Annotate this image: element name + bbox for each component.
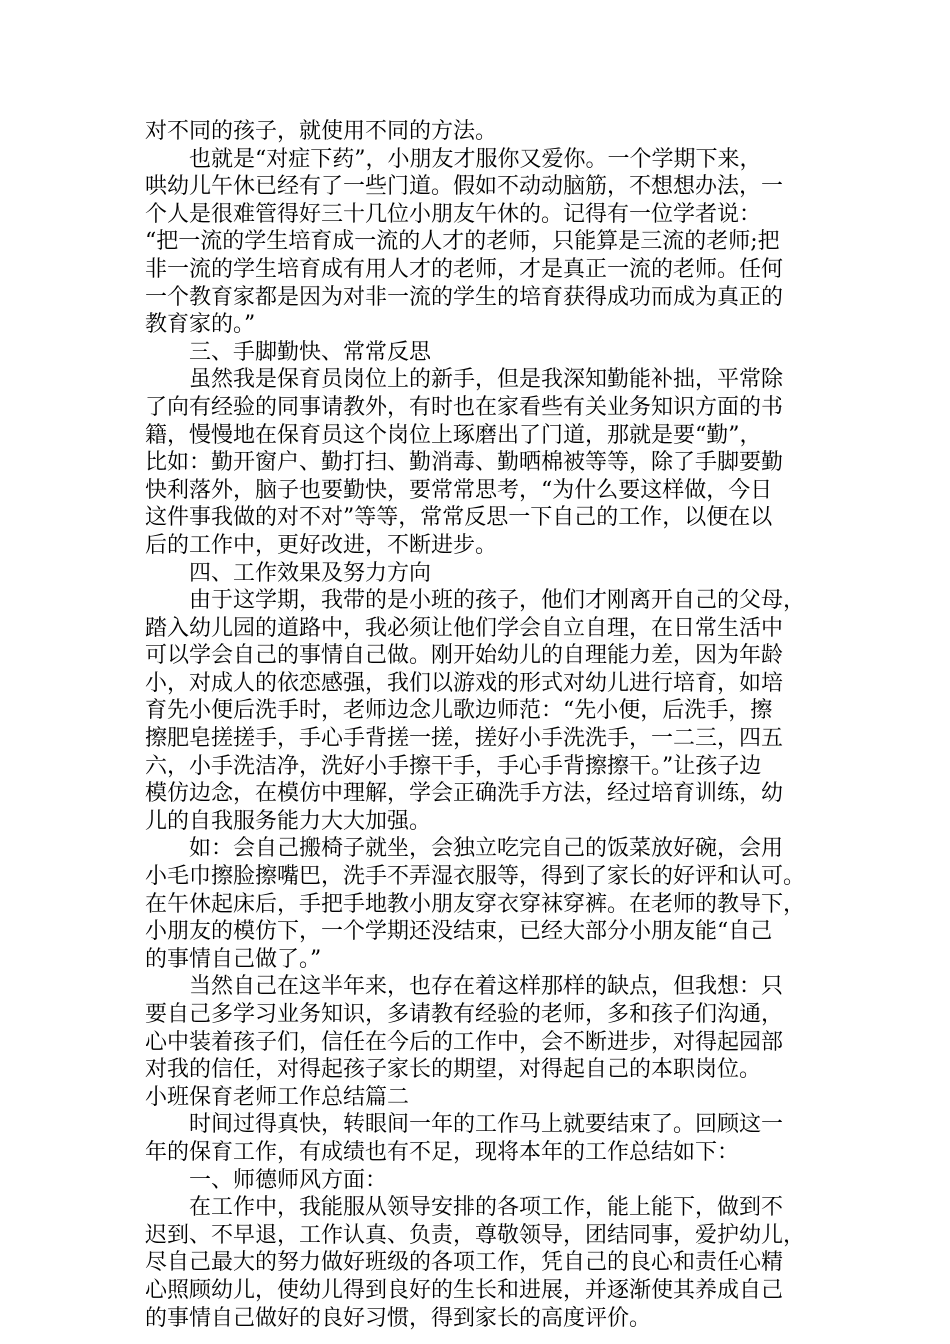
text-line: 这件事我做的对不对”等等，常常反思一下自己的工作，以便在以 [145, 505, 773, 531]
text-line: 小班保育老师工作总结篇二 [145, 1084, 410, 1110]
text-line: 小朋友的模仿下，一个学期还没结束，已经大部分小朋友能“自己 [145, 919, 773, 945]
document-body [145, 118, 805, 1332]
text-line: 可以学会自己的事情自己做。刚开始幼儿的自理能力差，因为年龄 [145, 643, 784, 669]
text-line: 对不同的孩子，就使用不同的方法。 [145, 119, 498, 144]
text-line: 的事情自己做好的良好习惯，得到家长的高度评价。 [145, 1305, 652, 1331]
text-line: 一个教育家都是因为对非一流的学生的培育获得成功而成为真正的 [145, 284, 784, 310]
text-line: 对我的信任，对得起孩子家长的期望，对得起自己的本职岗位。 [145, 1057, 762, 1083]
text-line: 尽自己最大的努力做好班级的各项工作，凭自己的良心和责任心精 [145, 1250, 784, 1276]
text-line: 如：会自己搬椅子就坐，会独立吃完自己的饭菜放好碗，会用 [189, 836, 784, 862]
text-line: 教育家的。” [145, 312, 256, 338]
text-line: 在工作中，我能服从领导安排的各项工作，能上能下，做到不 [189, 1195, 784, 1221]
text-line: 模仿边念，在模仿中理解，学会正确洗手方法，经过培育训练，幼 [145, 781, 784, 807]
text-line: 哄幼儿午休已经有了一些门道。假如不动动脑筋，不想想办法，一 [145, 174, 784, 200]
text-line: 比如：勤开窗户、勤打扫、勤消毒、勤晒棉被等等，除了手脚要勤 [145, 450, 784, 476]
text-line: 四、工作效果及努力方向 [189, 560, 432, 586]
text-line: 小毛巾擦脸擦嘴巴，洗手不弄湿衣服等，得到了家长的好评和认可。 [145, 864, 806, 890]
text-line: 由于这学期，我带的是小班的孩子，他们才刚离开自己的父母， [189, 588, 806, 614]
text-line: 当然自己在这半年来，也存在着这样那样的缺点，但我想：只 [189, 974, 784, 1000]
text-line: 个人是很难管得好三十几位小朋友午休的。记得有一位学者说： [145, 201, 762, 227]
text-line: 三、手脚勤快、常常反思 [189, 339, 432, 365]
text-line: 了向有经验的同事请教外，有时也在家看些有关业务知识方面的书 [145, 394, 784, 420]
text-line: 儿的自我服务能力大大加强。 [145, 808, 432, 834]
text-line: 要自己多学习业务知识，多请教有经验的老师，多和孩子们沟通， [145, 1002, 784, 1027]
text-line: 的事情自己做了。” [145, 946, 322, 972]
text-line: 也就是“对症下药”，小朋友才服你又爱你。一个学期下来， [189, 146, 762, 172]
text-line: 心中装着孩子们，信任在今后的工作中，会不断进步，对得起园部 [145, 1029, 784, 1055]
text-line: 后的工作中，更好改进，不断进步。 [145, 532, 498, 558]
text-line: 小，对成人的依恋感强，我们以游戏的形式对幼儿进行培育，如培 [145, 670, 784, 696]
text-line: “把一流的学生培育成一流的人才的老师，只能算是三流的老师;把 [145, 229, 780, 255]
text-line: 一、师德师风方面： [189, 1167, 388, 1193]
text-line: 迟到、不早退，工作认真、负责，尊敬领导，团结同事，爱护幼儿， [145, 1222, 806, 1248]
text-line: 育先小便后洗手时，老师边念儿歌边师范：“先小便，后洗手，擦 [145, 698, 773, 724]
text-line: 踏入幼儿园的道路中，我必须让他们学会自立自理，在日常生活中 [145, 615, 784, 641]
text-line: 擦肥皂搓搓手，手心手背搓一搓，搓好小手洗洗手，一二三，四五 [145, 726, 784, 752]
text-line: 六，小手洗洁净，洗好小手擦干手，手心手背擦擦干。”让孩子边 [145, 753, 762, 779]
text-line: 年的保育工作，有成绩也有不足，现将本年的工作总结如下： [145, 1139, 740, 1165]
text-line: 快利落外，脑子也要勤快，要常常思考，“为什么要这样做，今日 [145, 477, 773, 503]
text-line: 心照顾幼儿，使幼儿得到良好的生长和进展，并逐渐使其养成自己 [145, 1277, 784, 1303]
text-line: 籍，慢慢地在保育员这个岗位上琢磨出了门道，那就是要“勤”， [145, 422, 762, 448]
text-line: 虽然我是保育员岗位上的新手，但是我深知勤能补拙，平常除 [189, 367, 784, 393]
text-line: 时间过得真快，转眼间一年的工作马上就要结束了。回顾这一 [189, 1112, 784, 1138]
text-line: 非一流的学生培育成有用人才的老师，才是真正一流的老师。任何 [145, 256, 784, 282]
text-line: 在午休起床后，手把手地教小朋友穿衣穿袜穿裤。在老师的教导下， [145, 891, 806, 917]
